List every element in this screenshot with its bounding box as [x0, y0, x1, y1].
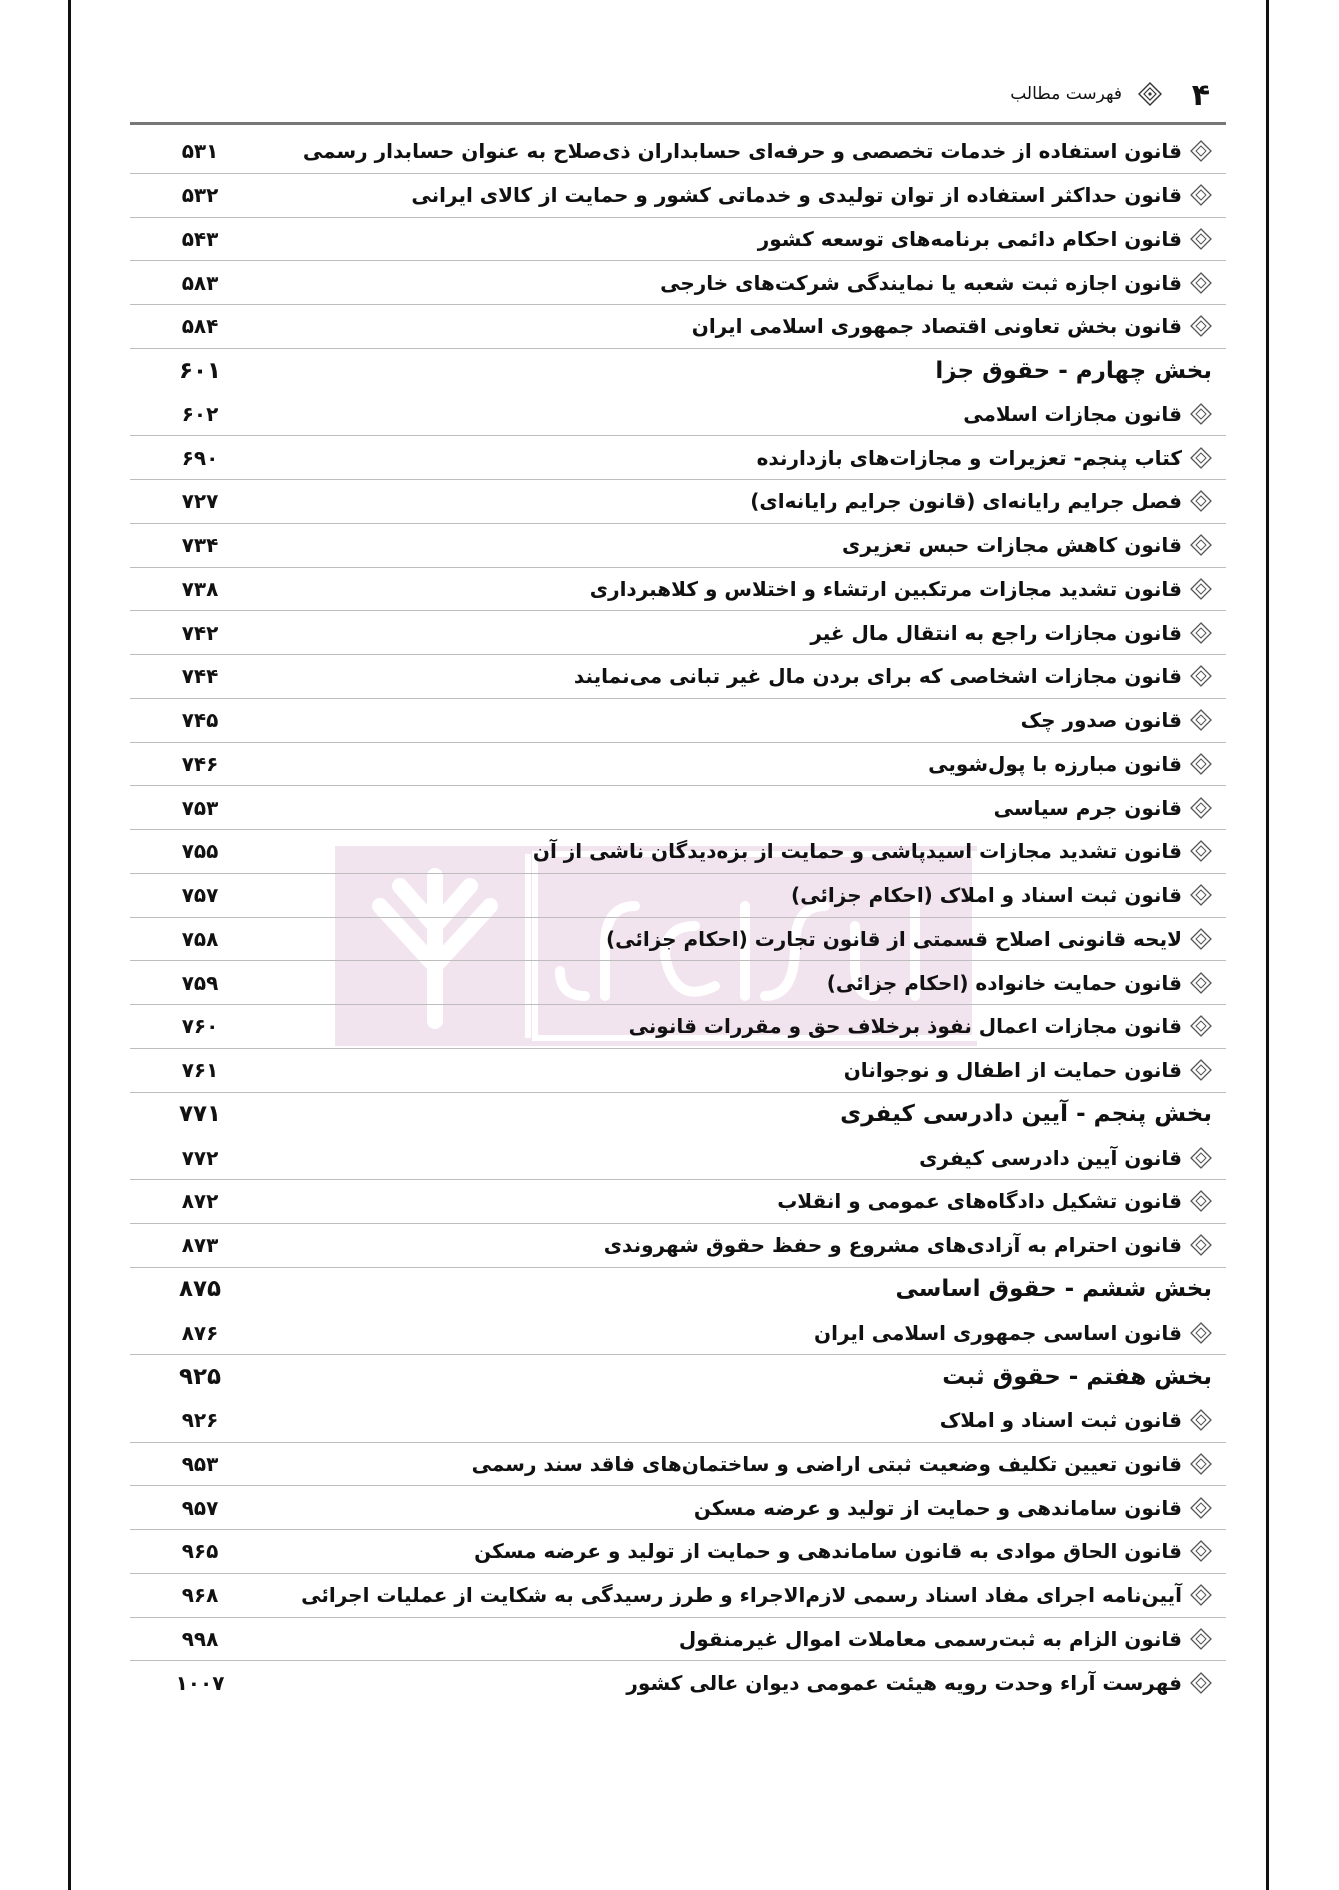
toc-entry[interactable] — [130, 874, 1226, 918]
header-rule — [130, 122, 1226, 125]
entry-title: قانون احترام به آزادی‌های مشروع و حفظ حقوق شهروندی — [603, 1233, 1182, 1258]
entry-page: ۷۵۷ — [181, 883, 219, 908]
toc-entry[interactable] — [130, 1661, 1226, 1705]
entry-page: ۹۹۸ — [181, 1626, 219, 1651]
toc-entry[interactable] — [130, 130, 1226, 174]
page-number: ۴ — [1191, 78, 1210, 113]
entry-page: ۸۷۲ — [181, 1189, 219, 1214]
toc-entry[interactable] — [130, 743, 1226, 787]
entry-title: قانون احکام دائمی برنامه‌های توسعه کشور — [757, 226, 1182, 251]
entry-title: آیین‌نامه اجرای مفاد اسناد رسمی لازم‌الاجراء و طرز رسیدگی به شکایت از عملیات اجرائی — [301, 1583, 1182, 1608]
diamond-bullet-icon — [1190, 447, 1212, 469]
entry-page: ۷۴۶ — [181, 751, 219, 776]
entry-page: ۶۰۲ — [181, 401, 219, 426]
diamond-bullet-icon — [1190, 709, 1212, 731]
diamond-bullet-icon — [1190, 1453, 1212, 1475]
diamond-bullet-icon — [1190, 797, 1212, 819]
diamond-bullet-icon — [1190, 534, 1212, 556]
entry-page: ۷۲۷ — [181, 489, 219, 514]
section-title: بخش پنجم - آیین دادرسی کیفری — [840, 1101, 1212, 1128]
entry-page: ۸۷۳ — [181, 1233, 219, 1258]
entry-title: قانون بخش تعاونی اقتصاد جمهوری اسلامی ایران — [691, 314, 1182, 339]
entry-title: قانون حمایت خانواده (احکام جزائی) — [826, 970, 1182, 995]
diamond-bullet-icon — [1190, 928, 1212, 950]
toc-entry[interactable] — [130, 1574, 1226, 1618]
diamond-bullet-icon — [1190, 665, 1212, 687]
entry-page: ۹۶۵ — [181, 1539, 219, 1564]
toc-entry[interactable] — [130, 1399, 1226, 1443]
diamond-bullet-icon — [1190, 622, 1212, 644]
page-frame-right — [1266, 0, 1269, 1890]
section-page: ۷۷۱ — [178, 1101, 222, 1128]
entry-title: قانون تشدید مجازات مرتکبین ارتشاء و اختلاس و کلاهبرداری — [589, 576, 1182, 601]
toc-entry[interactable] — [130, 786, 1226, 830]
entry-page: ۵۸۳ — [181, 270, 219, 295]
entry-page: ۶۹۰ — [181, 445, 219, 470]
page-header — [130, 78, 1226, 114]
diamond-bullet-icon — [1190, 1190, 1212, 1212]
toc-entry[interactable] — [130, 174, 1226, 218]
entry-page: ۷۵۳ — [181, 795, 219, 820]
entry-page: ۷۴۵ — [181, 708, 219, 733]
toc-entry[interactable] — [130, 393, 1226, 437]
entry-title: قانون حداکثر استفاده از توان تولیدی و خدماتی کشور و حمایت از کالای ایرانی — [411, 183, 1182, 208]
diamond-bullet-icon — [1190, 840, 1212, 862]
toc-entry[interactable] — [130, 1005, 1226, 1049]
entry-title: قانون ثبت اسناد و املاک (احکام جزائی) — [791, 883, 1182, 908]
toc-section-heading[interactable] — [130, 349, 1226, 393]
entry-page: ۷۳۸ — [181, 576, 219, 601]
entry-title: قانون مجازات اسلامی — [963, 401, 1182, 426]
diamond-bullet-icon — [1190, 578, 1212, 600]
entry-page: ۵۳۲ — [181, 183, 219, 208]
toc-section-heading[interactable] — [130, 1268, 1226, 1312]
entry-title: قانون ثبت اسناد و املاک — [939, 1408, 1182, 1433]
diamond-bullet-icon — [1190, 1234, 1212, 1256]
toc-section-heading[interactable] — [130, 1355, 1226, 1399]
entry-page: ۸۷۶ — [181, 1320, 219, 1345]
entry-page: ۷۳۴ — [181, 533, 219, 558]
toc-entry[interactable] — [130, 699, 1226, 743]
diamond-bullet-icon — [1190, 1497, 1212, 1519]
header-title: فهرست مطالب — [1010, 84, 1122, 104]
diamond-bullet-icon — [1190, 315, 1212, 337]
toc-entry[interactable] — [130, 1136, 1226, 1180]
entry-page: ۱۰۰۷ — [175, 1671, 225, 1696]
toc-entry[interactable] — [130, 1180, 1226, 1224]
toc-entry[interactable] — [130, 918, 1226, 962]
toc-entry[interactable] — [130, 1530, 1226, 1574]
diamond-bullet-icon — [1190, 1322, 1212, 1344]
diamond-bullet-icon — [1190, 884, 1212, 906]
diamond-bullet-icon — [1190, 184, 1212, 206]
diamond-bullet-icon — [1190, 1059, 1212, 1081]
entry-title: لایحه قانونی اصلاح قسمتی از قانون تجارت (احکام جزائی) — [605, 926, 1182, 951]
diamond-bullet-icon — [1190, 1584, 1212, 1606]
entry-page: ۵۴۳ — [181, 226, 219, 251]
toc-entry[interactable] — [130, 830, 1226, 874]
section-page: ۶۰۱ — [178, 357, 222, 384]
diamond-bullet-icon — [1190, 228, 1212, 250]
diamond-bullet-icon — [1190, 753, 1212, 775]
toc-entry[interactable] — [130, 1443, 1226, 1487]
toc-entry[interactable] — [130, 305, 1226, 349]
entry-title: قانون ساماندهی و حمایت از تولید و عرضه مسکن — [693, 1495, 1182, 1520]
toc-entry[interactable] — [130, 261, 1226, 305]
diamond-ornament-icon — [1138, 82, 1162, 106]
entry-page: ۷۵۹ — [181, 970, 219, 995]
table-of-contents — [130, 130, 1226, 1705]
entry-title: قانون مبارزه با پول‌شویی — [928, 751, 1182, 776]
entry-page: ۷۵۸ — [181, 926, 219, 951]
diamond-bullet-icon — [1190, 403, 1212, 425]
section-title: بخش ششم - حقوق اساسی — [895, 1276, 1212, 1303]
toc-section-heading[interactable] — [130, 1093, 1226, 1137]
entry-page: ۹۶۸ — [181, 1583, 219, 1608]
diamond-bullet-icon — [1190, 1628, 1212, 1650]
section-title: بخش هفتم - حقوق ثبت — [942, 1363, 1212, 1390]
entry-title: قانون استفاده از خدمات تخصصی و حرفه‌ای حسابداران ذی‌صلاح به عنوان حسابدار رسمی — [302, 139, 1182, 164]
diamond-bullet-icon — [1190, 1015, 1212, 1037]
entry-title: قانون مجازات راجع به انتقال مال غیر — [810, 620, 1182, 645]
entry-page: ۹۵۳ — [181, 1451, 219, 1476]
toc-entry[interactable] — [130, 480, 1226, 524]
toc-entry[interactable] — [130, 611, 1226, 655]
entry-page: ۷۶۰ — [181, 1014, 219, 1039]
entry-title: قانون تشدید مجازات اسیدپاشی و حمایت از بزه‌دیدگان ناشی از آن — [532, 839, 1182, 864]
entry-page: ۵۸۴ — [181, 314, 219, 339]
entry-title: قانون حمایت از اطفال و نوجوانان — [843, 1058, 1182, 1083]
diamond-bullet-icon — [1190, 972, 1212, 994]
section-page: ۹۲۵ — [178, 1363, 222, 1390]
diamond-bullet-icon — [1190, 1540, 1212, 1562]
diamond-bullet-icon — [1190, 272, 1212, 294]
section-title: بخش چهارم - حقوق جزا — [935, 357, 1212, 384]
entry-page: ۷۶۱ — [181, 1058, 219, 1083]
diamond-bullet-icon — [1190, 1147, 1212, 1169]
toc-entry[interactable] — [130, 524, 1226, 568]
entry-title: قانون مجازات اعمال نفوذ برخلاف حق و مقررات قانونی — [628, 1014, 1182, 1039]
toc-entry[interactable] — [130, 568, 1226, 612]
entry-title: قانون الحاق موادی به قانون ساماندهی و حمایت از تولید و عرضه مسکن — [474, 1539, 1182, 1564]
toc-entry[interactable] — [130, 1049, 1226, 1093]
entry-title: قانون تشکیل دادگاه‌های عمومی و انقلاب — [777, 1189, 1182, 1214]
entry-page: ۹۵۷ — [181, 1495, 219, 1520]
toc-entry[interactable] — [130, 1618, 1226, 1662]
diamond-bullet-icon — [1190, 490, 1212, 512]
entry-title: قانون صدور چک — [1020, 708, 1182, 733]
entry-title: قانون آیین دادرسی کیفری — [919, 1145, 1182, 1170]
entry-title: قانون مجازات اشخاصی که برای بردن مال غیر تبانی می‌نمایند — [573, 664, 1182, 689]
entry-title: قانون اجازه ثبت شعبه یا نمایندگی شرکت‌های خارجی — [660, 270, 1182, 295]
entry-page: ۷۵۵ — [181, 839, 219, 864]
toc-entry[interactable] — [130, 436, 1226, 480]
entry-title: کتاب پنجم- تعزیرات و مجازات‌های بازدارنده — [756, 445, 1182, 470]
entry-title: فصل جرایم رایانه‌ای (قانون جرایم رایانه‌ای) — [750, 489, 1182, 514]
section-page: ۸۷۵ — [178, 1276, 222, 1303]
toc-entry[interactable] — [130, 961, 1226, 1005]
toc-entry[interactable] — [130, 1311, 1226, 1355]
entry-title: قانون جرم سیاسی — [993, 795, 1182, 820]
entry-page: ۷۴۲ — [181, 620, 219, 645]
entry-title: قانون تعیین تکلیف وضعیت ثبتی اراضی و ساختمان‌های فاقد سند رسمی — [471, 1451, 1182, 1476]
entry-page: ۹۲۶ — [181, 1408, 219, 1433]
diamond-bullet-icon — [1190, 1409, 1212, 1431]
entry-title: قانون کاهش مجازات حبس تعزیری — [842, 533, 1182, 558]
entry-title: فهرست آراء وحدت رویه هیئت عمومی دیوان عالی کشور — [626, 1671, 1182, 1696]
diamond-bullet-icon — [1190, 1672, 1212, 1694]
diamond-bullet-icon — [1190, 140, 1212, 162]
toc-entry[interactable] — [130, 1486, 1226, 1530]
entry-page: ۷۴۴ — [181, 664, 219, 689]
page-frame-left — [68, 0, 71, 1890]
toc-entry[interactable] — [130, 218, 1226, 262]
entry-page: ۵۳۱ — [181, 139, 219, 164]
toc-entry[interactable] — [130, 655, 1226, 699]
entry-title: قانون اساسی جمهوری اسلامی ایران — [814, 1320, 1182, 1345]
entry-title: قانون الزام به ثبت‌رسمی معاملات اموال غیرمنقول — [678, 1626, 1182, 1651]
toc-entry[interactable] — [130, 1224, 1226, 1268]
entry-page: ۷۷۲ — [181, 1145, 219, 1170]
